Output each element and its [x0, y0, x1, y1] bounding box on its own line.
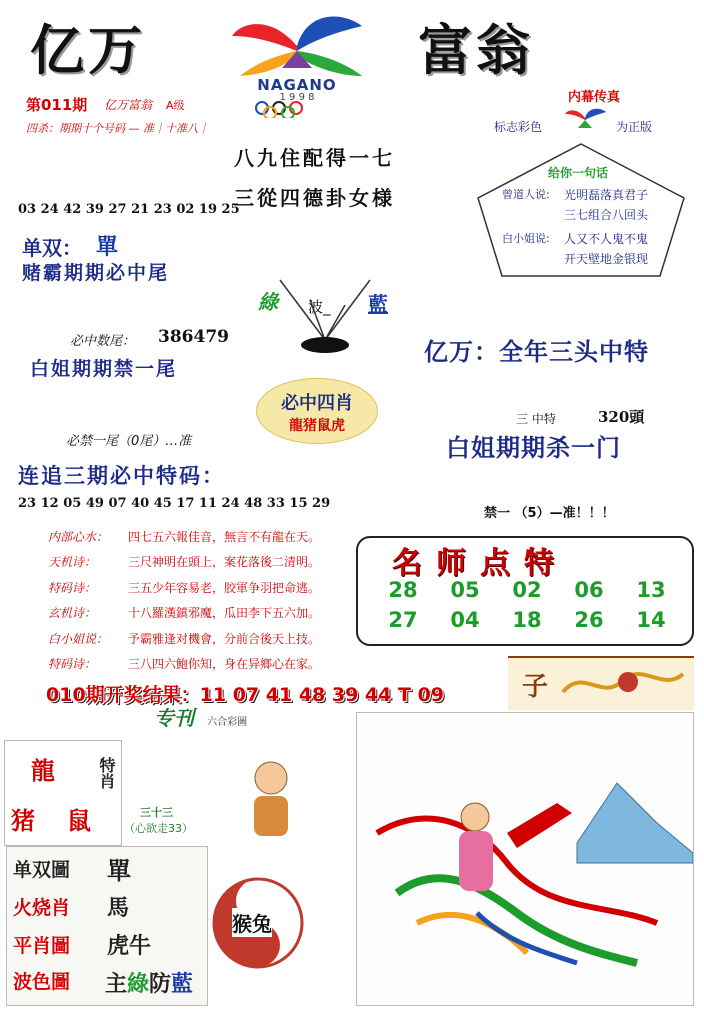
brand-label: 标志彩色: [494, 120, 543, 134]
four-zodiac-badge: [256, 378, 378, 444]
guard-blue: 藍: [171, 972, 194, 997]
four-zodiac-title: 必中四肖: [281, 393, 353, 414]
pick-number: 14: [636, 608, 666, 632]
guard-label: 防: [149, 972, 172, 997]
pick-number: 04: [450, 608, 480, 632]
poem-row: [48, 579, 320, 596]
pick-monkey-rabbit: 猴兔: [232, 908, 272, 937]
three-head-value: 320頭: [598, 408, 645, 426]
yin-yang-badge: [210, 868, 310, 978]
pick-tiger-ox: 虎牛: [107, 934, 152, 959]
wave-figure: [250, 270, 400, 360]
issue-label: 第011期: [26, 96, 88, 114]
pick-number: 26: [574, 608, 604, 632]
magazine-title: 专刊: [154, 706, 194, 730]
pick-number: 27: [388, 608, 418, 632]
badge-label: 三十三: [140, 806, 173, 819]
poem-label: 白小姐说：: [48, 632, 109, 646]
poem-text: 三五少年容易老，胶軍争羽把命逃。: [128, 581, 321, 595]
single-double-value: 單: [96, 235, 119, 260]
poem-row: [48, 553, 320, 570]
four-zodiac-value: 龍猪鼠虎: [289, 418, 345, 434]
title-right: 富翁: [418, 18, 534, 82]
zodiac-rat: 鼠: [67, 807, 91, 835]
main-green: 綠: [127, 972, 150, 997]
pick-number: 18: [512, 608, 542, 632]
zodiac-tag: 子: [522, 672, 549, 702]
zodiac-banner: [508, 656, 694, 710]
nagano-logo: [212, 6, 382, 120]
cd-line2: 三七组合八回头: [564, 208, 649, 222]
forbid-tail: 必禁一尾（0尾）…准: [66, 434, 192, 449]
badge-hint: （心欲走33）: [124, 822, 193, 835]
slogan-line1: 八九住配得一七: [234, 146, 395, 170]
bx-line2: 开天壁地金银现: [564, 252, 649, 266]
cd-label: 曾道人说:: [502, 188, 550, 201]
poem-label: 玄机诗：: [48, 606, 97, 620]
main-label: 主: [105, 972, 128, 997]
row-single-double: 单双圖: [13, 859, 71, 881]
issue-sig: 亿万富翁: [104, 98, 153, 112]
row-flat: 平肖圖: [13, 935, 71, 957]
olympic-rings-icon: [252, 100, 342, 118]
poem-label: 特码诗：: [48, 581, 97, 595]
poem-text: 予霸雅逢对機會，分前合後天上技。: [128, 632, 321, 646]
poem-text: 十八羅漢鎮邪魔，瓜田李下五六加。: [128, 606, 321, 620]
dragon-ornament-icon: [558, 662, 688, 706]
inside-label: 内幕传真: [568, 90, 621, 105]
poem-row: [48, 528, 320, 545]
baijie-tail: 白姐期期禁一尾: [30, 358, 178, 380]
wave-blue: 藍: [368, 292, 388, 316]
pick-number: 05: [450, 578, 480, 602]
poem-text: 三尺神明在頭上，案花落後二清明。: [128, 555, 321, 569]
child-icon: [236, 756, 306, 846]
kill-door: 白姐期期杀一门: [446, 434, 621, 462]
bx-line1: 人又不人鬼不鬼: [564, 232, 649, 246]
zodiac-dragon: 龍: [31, 757, 55, 785]
poem-row: [48, 604, 320, 621]
logo-year: 1 9 9 8: [279, 92, 315, 103]
must-tail-value: 386479: [158, 327, 229, 347]
child-figure: [236, 756, 306, 846]
cd-line1: 光明磊落真君子: [564, 188, 649, 202]
magazine-banner: [154, 702, 318, 728]
forbid-one: 禁一 （5）—准！！！: [484, 506, 615, 521]
wave-green: 綠: [258, 290, 278, 314]
single-double-label: 单双：: [22, 236, 82, 260]
wave-label: 波_: [308, 298, 331, 316]
poem-label: 天机诗：: [48, 555, 97, 569]
phoenix-rider-illustration: [357, 713, 693, 1005]
oneword-label: 给你一句话: [548, 166, 609, 180]
official-label: 为正版: [616, 120, 653, 134]
bx-label: 白小姐说:: [502, 232, 550, 245]
pick-number: 02: [512, 578, 542, 602]
title-left: 亿万: [30, 18, 146, 82]
pick-single: 單: [107, 857, 131, 885]
three-head-label: 三 中特: [516, 412, 556, 426]
poem-text: 四七五六報佳音，無言不有龍在天。: [128, 530, 321, 544]
pick-number: 13: [636, 578, 666, 602]
small-logo-icon: [560, 104, 610, 134]
chart-panel: [6, 846, 208, 1006]
poem-row: [48, 655, 320, 672]
issue-line2: 四杀：期期十个号码 — 准｜十准八｜: [26, 122, 209, 135]
yiwan-line: 亿万：全年三头中特: [424, 338, 649, 366]
issue-grade: A级: [166, 99, 185, 112]
chase-numbers: 23 12 05 49 07 40 45 17 11 24 48 33 15 29: [18, 496, 331, 511]
slogan-line2: 三從四德卦女様: [234, 186, 395, 210]
row-wave: 波色圖: [13, 971, 71, 993]
magazine-sub: 六合彩圖: [207, 717, 248, 728]
pick-number: 28: [388, 578, 418, 602]
special-zodiac: 特肖: [97, 757, 116, 789]
draw-result: 010期开奖结果：11 07 41 48 39 44 T 09: [46, 684, 445, 706]
tail-line: 赌霸期期必中尾: [22, 262, 170, 284]
master-title: 名师点特: [392, 546, 568, 581]
chase-title: 连追三期必中特码：: [18, 464, 225, 488]
zodiac-pig: 猪: [11, 807, 35, 835]
poem-label: 内部心水：: [48, 530, 109, 544]
pick-number: 06: [574, 578, 604, 602]
ten-numbers: 03 24 42 39 27 21 23 02 19 25: [18, 202, 240, 217]
must-tail-label: 必中数尾：: [70, 334, 136, 349]
logo-text: NAGANO: [257, 76, 337, 94]
zodiac-panel: [4, 740, 122, 846]
main-guard: [105, 967, 193, 998]
poem-label: 特码诗：: [48, 657, 97, 671]
pick-horse: 馬: [107, 896, 130, 921]
poem-text: 三八四六鮑你知，身在异鄉心在家。: [128, 657, 321, 671]
poem-row: [48, 630, 320, 647]
illustration-panel: [356, 712, 694, 1006]
row-fire: 火烧肖: [13, 897, 71, 919]
